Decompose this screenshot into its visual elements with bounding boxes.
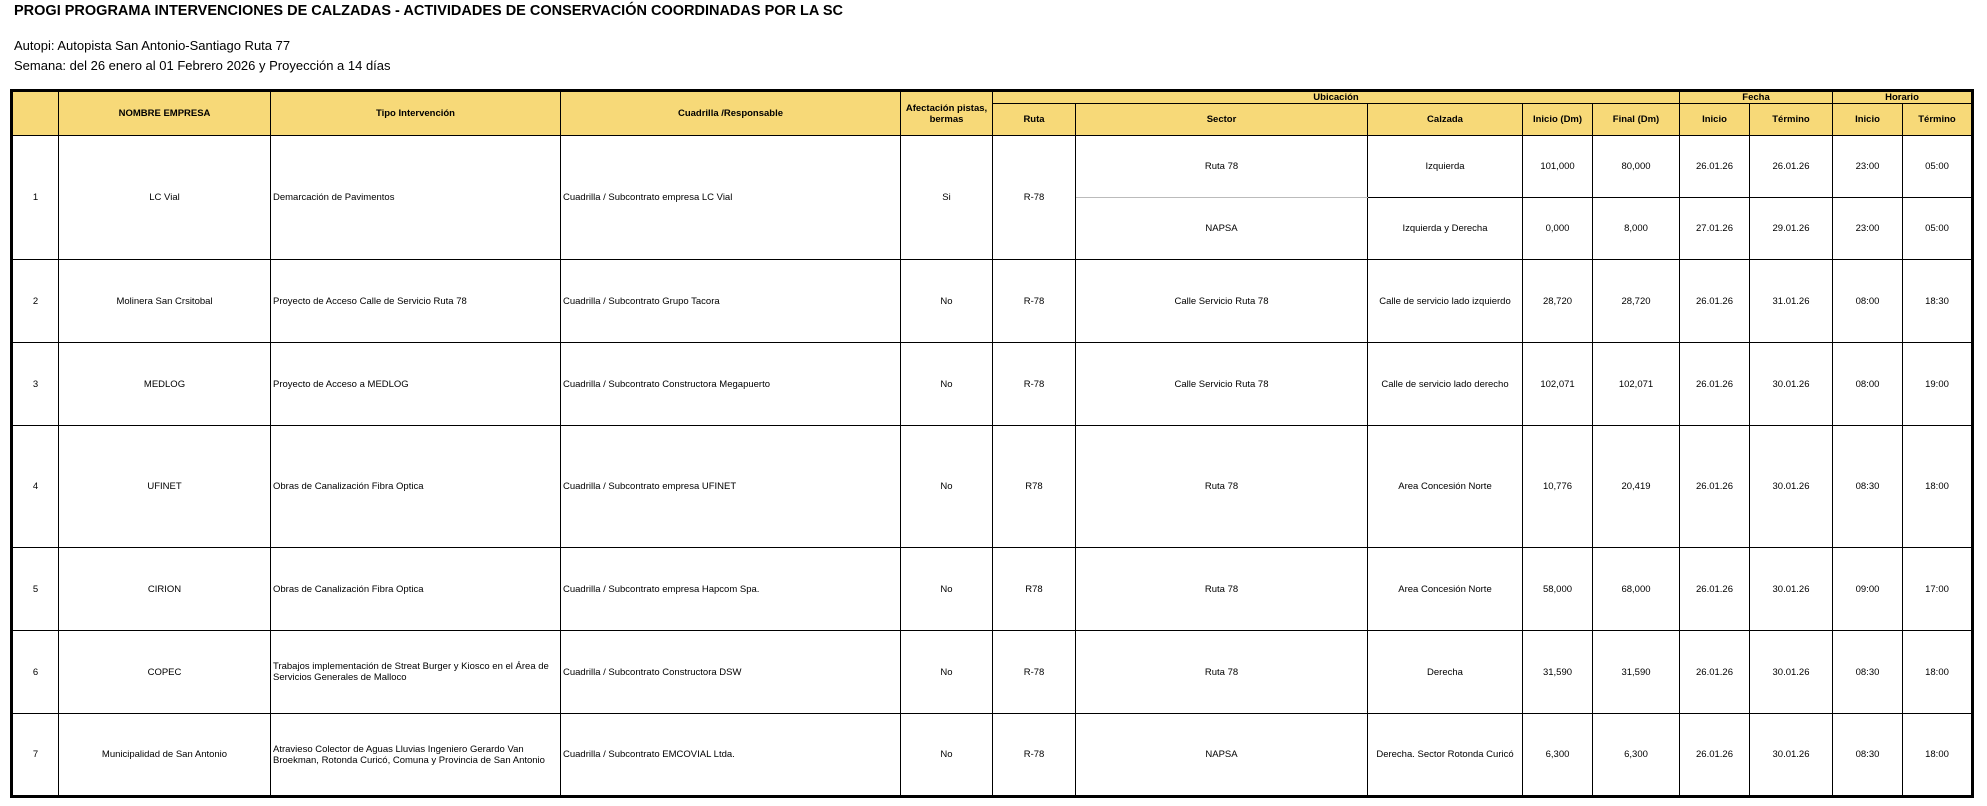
cell-index: 2 [12,260,59,343]
cell-ruta: R-78 [993,260,1076,343]
cell-tipo: Obras de Canalización Fibra Optica [271,548,561,631]
cell-inicio-dm: 28,720 [1523,260,1593,343]
cell-afectacion: No [901,548,993,631]
cell-index: 1 [12,136,59,260]
cell-final-dm: 68,000 [1593,548,1680,631]
cell-final-dm: 28,720 [1593,260,1680,343]
cell-afectacion: No [901,714,993,797]
cell-sector: NAPSA [1076,714,1368,797]
cell-afectacion: No [901,631,993,714]
cell-fecha-termino: 26.01.26 [1750,136,1833,198]
cell-sector: Ruta 78 [1076,136,1368,198]
cell-fecha-inicio: 26.01.26 [1680,260,1750,343]
cell-fecha-inicio: 26.01.26 [1680,548,1750,631]
cell-calzada: Calle de servicio lado izquierdo [1368,260,1523,343]
cell-hora-termino: 18:30 [1903,260,1973,343]
cell-hora-inicio: 08:00 [1833,260,1903,343]
cell-ruta: R-78 [993,343,1076,426]
cell-cuadrilla: Cuadrilla / Subcontrato empresa Hapcom Spa. [561,548,901,631]
header-inicio-dm: Inicio (Dm) [1523,104,1593,136]
cell-fecha-termino: 30.01.26 [1750,714,1833,797]
cell-hora-termino: 17:00 [1903,548,1973,631]
cell-sector: Calle Servicio Ruta 78 [1076,343,1368,426]
interventions-table [10,89,1974,798]
cell-hora-termino: 05:00 [1903,136,1973,198]
cell-ruta: R78 [993,426,1076,548]
cell-cuadrilla: Cuadrilla / Subcontrato EMCOVIAL Ltda. [561,714,901,797]
cell-hora-inicio: 23:00 [1833,198,1903,260]
header-index [12,91,59,136]
cell-calzada: Derecha. Sector Rotonda Curicó [1368,714,1523,797]
cell-fecha-inicio: 27.01.26 [1680,198,1750,260]
cell-cuadrilla: Cuadrilla / Subcontrato Constructora DSW [561,631,901,714]
cell-fecha-termino: 30.01.26 [1750,631,1833,714]
cell-empresa: Municipalidad de San Antonio [59,714,271,797]
cell-fecha-termino: 31.01.26 [1750,260,1833,343]
cell-hora-termino: 18:00 [1903,714,1973,797]
cell-fecha-inicio: 26.01.26 [1680,426,1750,548]
cell-calzada: Izquierda y Derecha [1368,198,1523,260]
cell-fecha-inicio: 26.01.26 [1680,714,1750,797]
table-row [12,343,1973,426]
cell-fecha-termino: 29.01.26 [1750,198,1833,260]
table-row [12,426,1973,548]
cell-fecha-inicio: 26.01.26 [1680,136,1750,198]
header-tipo-intervencion: Tipo Intervención [271,91,561,136]
cell-inicio-dm: 58,000 [1523,548,1593,631]
cell-index: 4 [12,426,59,548]
cell-calzada: Derecha [1368,631,1523,714]
cell-final-dm: 6,300 [1593,714,1680,797]
cell-inicio-dm: 0,000 [1523,198,1593,260]
header-nombre-empresa: NOMBRE EMPRESA [59,91,271,136]
cell-final-dm: 80,000 [1593,136,1680,198]
cell-final-dm: 102,071 [1593,343,1680,426]
cell-hora-inicio: 09:00 [1833,548,1903,631]
autopista-line: Autopi: Autopista San Antonio-Santiago Ruta 77 [14,38,291,53]
cell-sector: Ruta 78 [1076,426,1368,548]
cell-calzada: Calle de servicio lado derecho [1368,343,1523,426]
header-hora-inicio: Inicio [1833,104,1903,136]
header-ubicacion: Ubicación [993,91,1680,104]
cell-cuadrilla: Cuadrilla / Subcontrato empresa LC Vial [561,136,901,260]
table-row [12,136,1973,198]
cell-final-dm: 20,419 [1593,426,1680,548]
cell-sector: NAPSA [1076,198,1368,260]
table-row [12,260,1973,343]
cell-cuadrilla: Cuadrilla / Subcontrato Constructora Megapuerto [561,343,901,426]
cell-empresa: MEDLOG [59,343,271,426]
table-row [12,714,1973,797]
cell-tipo: Proyecto de Acceso Calle de Servicio Ruta 78 [271,260,561,343]
cell-hora-inicio: 08:30 [1833,631,1903,714]
cell-fecha-termino: 30.01.26 [1750,343,1833,426]
cell-tipo: Trabajos implementación de Streat Burger y Kiosco en el Área de Servicios Generales de Malloco [271,631,561,714]
cell-fecha-inicio: 26.01.26 [1680,343,1750,426]
cell-inicio-dm: 31,590 [1523,631,1593,714]
cell-tipo: Proyecto de Acceso a MEDLOG [271,343,561,426]
cell-empresa: LC Vial [59,136,271,260]
cell-afectacion: No [901,260,993,343]
cell-cuadrilla: Cuadrilla / Subcontrato Grupo Tacora [561,260,901,343]
header-ruta: Ruta [993,104,1076,136]
cell-afectacion: Si [901,136,993,260]
page-title: PROGI PROGRAMA INTERVENCIONES DE CALZADAS - ACTIVIDADES DE CONSERVACIÓN COORDINADAS POR LA SC [14,3,843,19]
cell-ruta: R78 [993,548,1076,631]
cell-sector: Ruta 78 [1076,548,1368,631]
header-horario: Horario [1833,91,1973,104]
header-fecha-termino: Término [1750,104,1833,136]
cell-ruta: R-78 [993,714,1076,797]
cell-fecha-inicio: 26.01.26 [1680,631,1750,714]
semana-line: Semana: del 26 enero al 01 Febrero 2026 y Proyección a 14 días [14,58,391,73]
cell-afectacion: No [901,426,993,548]
cell-index: 5 [12,548,59,631]
header-fecha-inicio: Inicio [1680,104,1750,136]
header-afectacion: Afectación pistas, bermas [901,91,993,136]
cell-hora-inicio: 08:00 [1833,343,1903,426]
cell-hora-termino: 18:00 [1903,631,1973,714]
cell-empresa: COPEC [59,631,271,714]
cell-index: 6 [12,631,59,714]
cell-tipo: Atravieso Colector de Aguas Lluvias Ingeniero Gerardo Van Broekman, Rotonda Curicó, Comuna y Provincia de San Antonio [271,714,561,797]
cell-hora-termino: 18:00 [1903,426,1973,548]
cell-hora-termino: 19:00 [1903,343,1973,426]
cell-calzada: Area Concesión Norte [1368,548,1523,631]
cell-empresa: Molinera San Crsitobal [59,260,271,343]
header-sector: Sector [1076,104,1368,136]
cell-inicio-dm: 101,000 [1523,136,1593,198]
table-row [12,631,1973,714]
cell-empresa: CIRION [59,548,271,631]
cell-sector: Calle Servicio Ruta 78 [1076,260,1368,343]
cell-ruta: R-78 [993,631,1076,714]
cell-inicio-dm: 102,071 [1523,343,1593,426]
cell-calzada: Izquierda [1368,136,1523,198]
header-final-dm: Final (Dm) [1593,104,1680,136]
cell-empresa: UFINET [59,426,271,548]
cell-hora-termino: 05:00 [1903,198,1973,260]
cell-calzada: Area Concesión Norte [1368,426,1523,548]
cell-sector: Ruta 78 [1076,631,1368,714]
cell-index: 7 [12,714,59,797]
cell-final-dm: 8,000 [1593,198,1680,260]
header-fecha: Fecha [1680,91,1833,104]
header-hora-termino: Término [1903,104,1973,136]
cell-ruta: R-78 [993,136,1076,260]
header-cuadrilla: Cuadrilla /Responsable [561,91,901,136]
cell-hora-inicio: 08:30 [1833,714,1903,797]
cell-inicio-dm: 6,300 [1523,714,1593,797]
cell-final-dm: 31,590 [1593,631,1680,714]
cell-hora-inicio: 08:30 [1833,426,1903,548]
cell-tipo: Demarcación de Pavimentos [271,136,561,260]
cell-afectacion: No [901,343,993,426]
cell-index: 3 [12,343,59,426]
cell-inicio-dm: 10,776 [1523,426,1593,548]
header-calzada: Calzada [1368,104,1523,136]
cell-fecha-termino: 30.01.26 [1750,426,1833,548]
cell-fecha-termino: 30.01.26 [1750,548,1833,631]
cell-hora-inicio: 23:00 [1833,136,1903,198]
table-row [12,548,1973,631]
cell-cuadrilla: Cuadrilla / Subcontrato empresa UFINET [561,426,901,548]
cell-tipo: Obras de Canalización Fibra Optica [271,426,561,548]
